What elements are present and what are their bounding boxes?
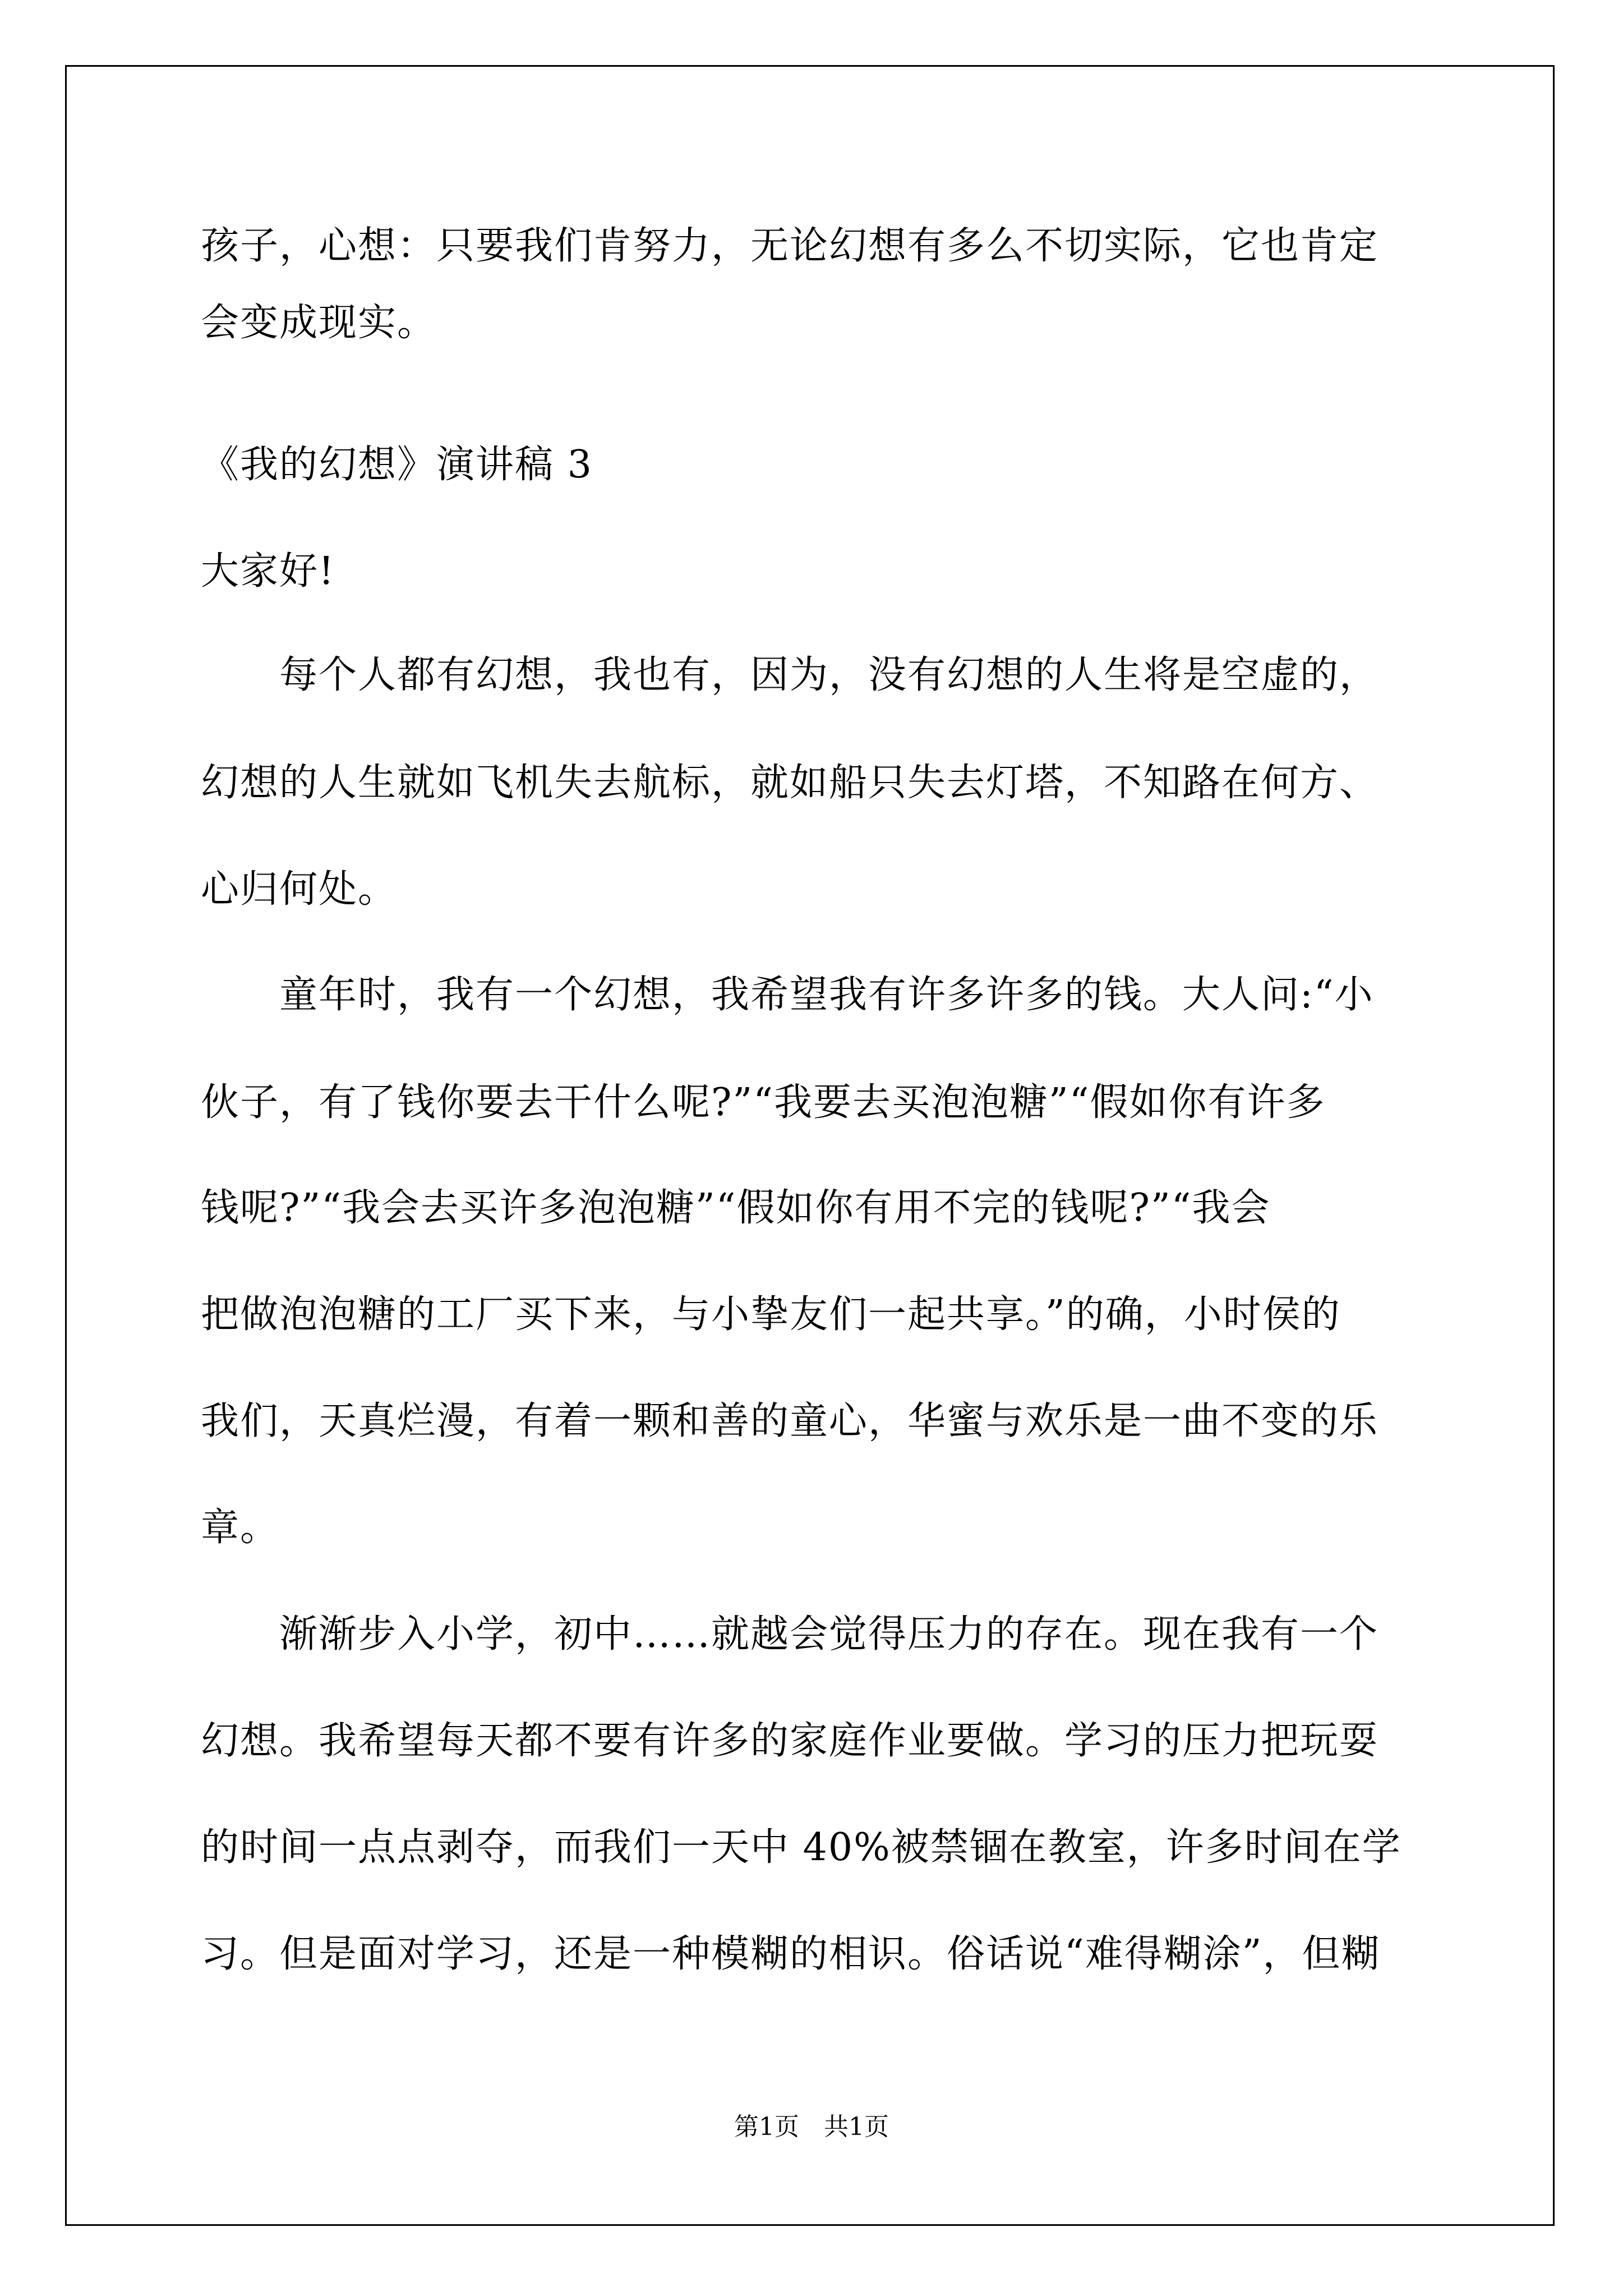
section-title: 《我的幻想》演讲稿 3 [201, 443, 593, 487]
text-line: 幻想。我希望每天都不要有许多的家庭作业要做。学习的压力把玩耍 [201, 1719, 1379, 1763]
text-line: 章。 [201, 1506, 280, 1550]
text-line: 钱呢?”“我会去买许多泡泡糖”“假如你有用不完的钱呢?”“我会 [201, 1186, 1271, 1230]
text-line: 心归何处。 [201, 867, 398, 912]
page-footer: 第1页 共1页 [734, 2113, 889, 2141]
text-line: 童年时，我有一个幻想，我希望我有许多许多的钱。大人问:“小 [201, 973, 1374, 1017]
text-line: 孩子，心想：只要我们肯努力，无论幻想有多么不切实际，它也肯定 [201, 224, 1379, 268]
text-line: 每个人都有幻想，我也有，因为，没有幻想的人生将是空虚的， [201, 653, 1379, 697]
text-line: 渐渐步入小学，初中……就越会觉得压力的存在。现在我有一个 [201, 1612, 1379, 1657]
text-line: 的时间一点点剥夺，而我们一天中 40%被禁锢在教室，许多时间在学 [201, 1825, 1401, 1870]
text-line: 习。但是面对学习，还是一种模糊的相识。俗话说“难得糊涂”，但糊 [201, 1932, 1381, 1976]
greeting-line: 大家好! [201, 549, 335, 593]
page-border [65, 65, 1555, 2226]
text-line: 把做泡泡糖的工厂买下来，与小挚友们一起共享。”的确，小时侯的 [201, 1292, 1341, 1337]
text-line: 伙子，有了钱你要去干什么呢?”“我要去买泡泡糖”“假如你有许多 [201, 1080, 1326, 1125]
text-line: 我们，天真烂漫，有着一颗和善的童心，华蜜与欢乐是一曲不变的乐 [201, 1399, 1379, 1443]
text-line: 会变成现实。 [201, 301, 437, 345]
text-line: 幻想的人生就如飞机失去航标，就如船只失去灯塔，不知路在何方、 [201, 761, 1379, 805]
